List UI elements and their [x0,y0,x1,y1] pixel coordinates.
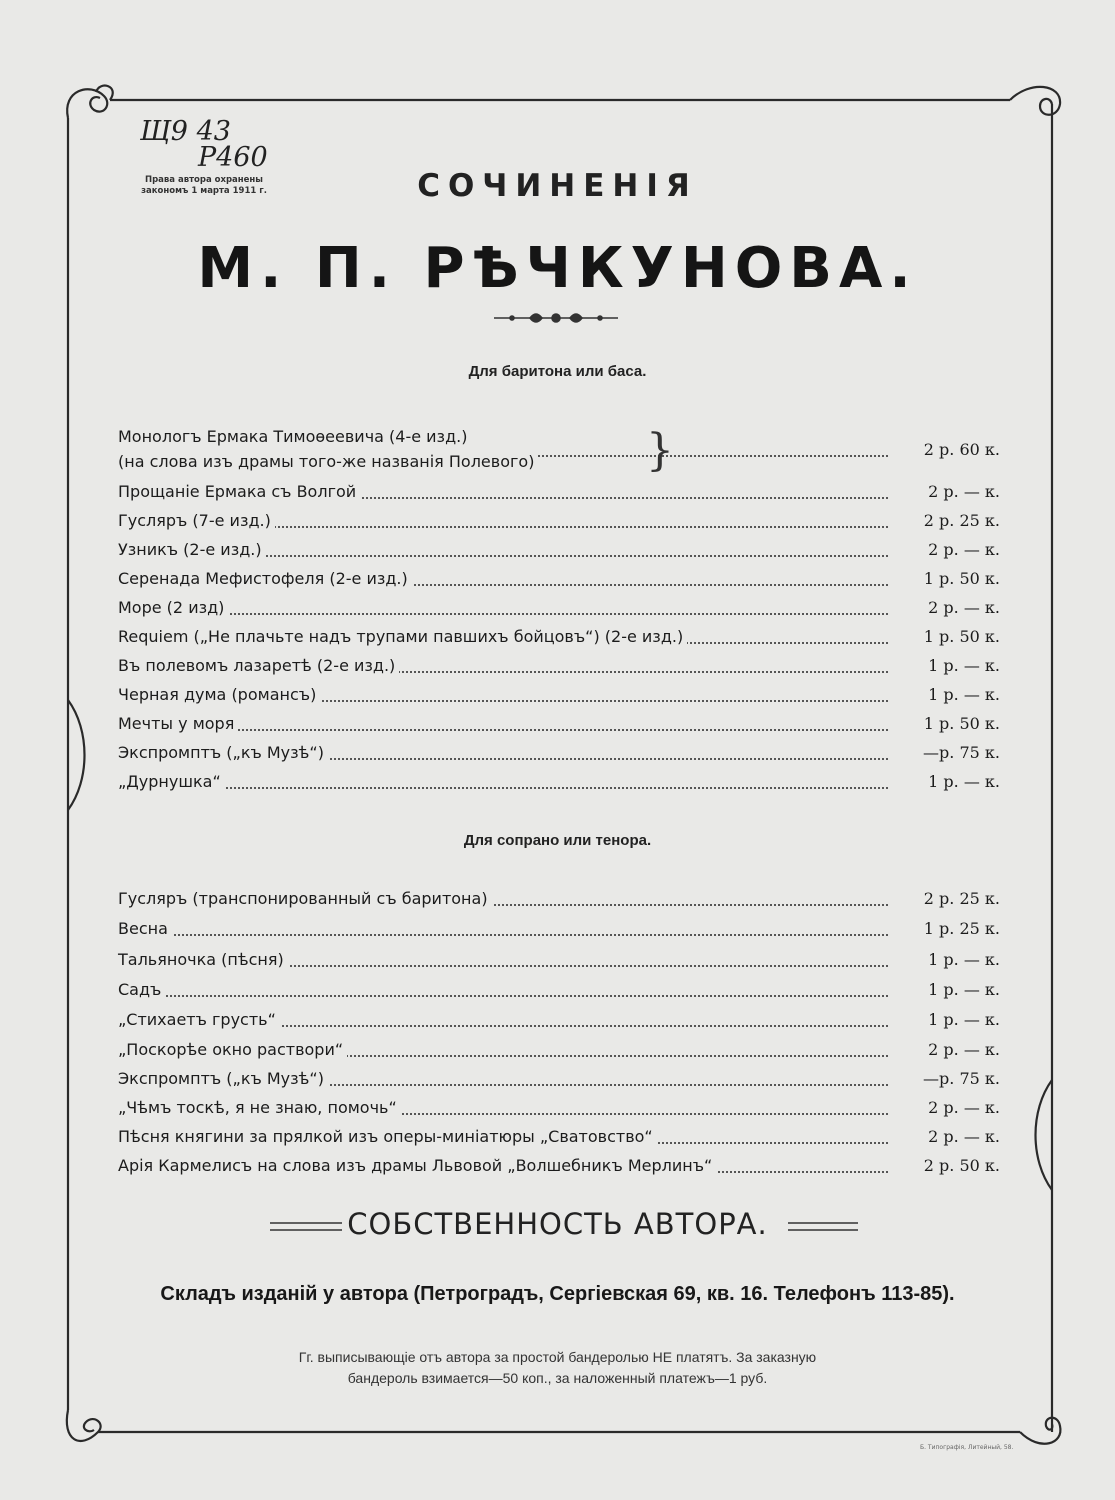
item-title: Requiem („Не плачьте надъ трупами павшихъ бойцовъ“) (2-е изд.) [118,627,687,646]
item-price: 2 р. 25 к. [923,889,1000,908]
item-title: Серенада Мефистофеля (2-е изд.) [118,569,412,588]
item-price: 2 р. — к. [928,1098,1000,1117]
item-title: Арія Кармелисъ на слова изъ драмы Львовой „Волшебникъ Мерлинъ“ [118,1156,716,1175]
ownership-notice: СОБСТВЕННОСТЬ АВТОРА. [347,1207,768,1241]
item-title: Прощаніе Ермака съ Волгой [118,482,360,501]
item-title: Тальяночка (пѣсня) [118,950,288,969]
dot-leader [118,995,888,997]
item-title: „Поскорѣе окно раствори“ [118,1040,347,1059]
list-item [118,685,1000,711]
list-item [118,540,1000,566]
list-item [118,511,1000,537]
item-title: Гусляръ (транспонированный съ баритона) [118,889,492,908]
list-item [118,889,1000,915]
list-item [118,1010,1000,1036]
list-item [118,427,1000,479]
dot-leader [118,613,888,615]
item-price: 1 р. — к. [928,772,1000,791]
list-item [118,627,1000,653]
list-item [118,919,1000,945]
item-title: Монологъ Ермака Тимоѳеевича (4-е изд.) [118,427,471,446]
list-item [118,598,1000,624]
shipping-note-line-2: бандероль взимается—50 коп., за наложенный платежъ—1 руб. [347,1370,768,1386]
item-price: 1 р. 25 к. [923,919,1000,938]
list-item [118,743,1000,769]
printer-imprint: Б. Типографія, Литейный, 58. [920,1444,1014,1451]
list-item [118,1069,1000,1095]
item-price: 1 р. — к. [928,950,1000,969]
item-title: „Чѣмъ тоскѣ, я не знаю, помочь“ [118,1098,401,1117]
item-title: Садъ [118,980,165,999]
handwritten-code: Р460 [198,142,268,173]
item-title: Въ полевомъ лазаретѣ (2-е изд.) [118,656,399,675]
list-item [118,482,1000,508]
item-price: 2 р. 25 к. [923,511,1000,530]
section-title-baritone: Для баритона или баса. [468,363,647,380]
item-price: —р. 75 к. [923,743,1000,762]
item-price: 1 р. 50 к. [923,569,1000,588]
item-price: 2 р. — к. [928,1127,1000,1146]
item-title: Черная дума (романсъ) [118,685,320,704]
dot-leader [118,787,888,789]
list-item [118,1040,1000,1066]
item-price: —р. 75 к. [923,1069,1000,1088]
item-price: 2 р. 50 к. [923,1156,1000,1175]
item-price: 1 р. 50 к. [923,714,1000,733]
list-item [118,1156,1000,1182]
item-title: Узникъ (2-е изд.) [118,540,266,559]
author-name: М. П. РѢЧКУНОВА. [197,236,918,301]
list-item [118,714,1000,740]
item-title: „Дурнушка“ [118,772,225,791]
list-item [118,950,1000,976]
list-item [118,1127,1000,1153]
copyright-line-2: закономъ 1 марта 1911 г. [141,186,267,196]
item-title: Море (2 изд) [118,598,228,617]
warehouse-address: Складъ изданій у автора (Петроградъ, Сергіевская 69, кв. 16. Телефонъ 113-85). [160,1283,955,1305]
copyright-line-1: Права автора охранены [144,175,263,185]
item-price: 2 р. — к. [928,540,1000,559]
item-title: Весна [118,919,172,938]
list-item [118,569,1000,595]
item-price: 2 р. — к. [928,1040,1000,1059]
list-item [118,772,1000,798]
item-price: 2 р. — к. [928,482,1000,501]
item-title: Экспромптъ („къ Музѣ“) [118,743,328,762]
list-item [118,980,1000,1006]
item-price: 1 р. 50 к. [923,627,1000,646]
item-price: 1 р. — к. [928,656,1000,675]
dot-leader [118,934,888,936]
brace-glyph: } [646,425,674,476]
item-title: Гусляръ (7-е изд.) [118,511,275,530]
section-title-soprano: Для сопрано или тенора. [463,832,652,849]
item-price: 2 р. 60 к. [923,440,1000,459]
item-title: Экспромптъ („къ Музѣ“) [118,1069,328,1088]
item-title: Мечты у моря [118,714,238,733]
item-subtitle: (на слова изъ драмы того-же названія Полевого) [118,452,538,471]
item-price: 1 р. — к. [928,980,1000,999]
item-title: „Стихаетъ грусть“ [118,1010,280,1029]
item-title: Пѣсня княгини за прялкой изъ оперы-миніатюры „Сватовство“ [118,1127,657,1146]
page-title: СОЧИНЕНІЯ [417,168,698,204]
list-item [118,656,1000,682]
handwritten-shelfmark: Щ9 43 [140,116,231,147]
item-price: 1 р. — к. [928,685,1000,704]
list-item [118,1098,1000,1124]
shipping-note-line-1: Гг. выписывающіе отъ автора за простой бандеролью НЕ платятъ. За заказную [298,1349,817,1365]
item-price: 1 р. — к. [928,1010,1000,1029]
item-price: 2 р. — к. [928,598,1000,617]
